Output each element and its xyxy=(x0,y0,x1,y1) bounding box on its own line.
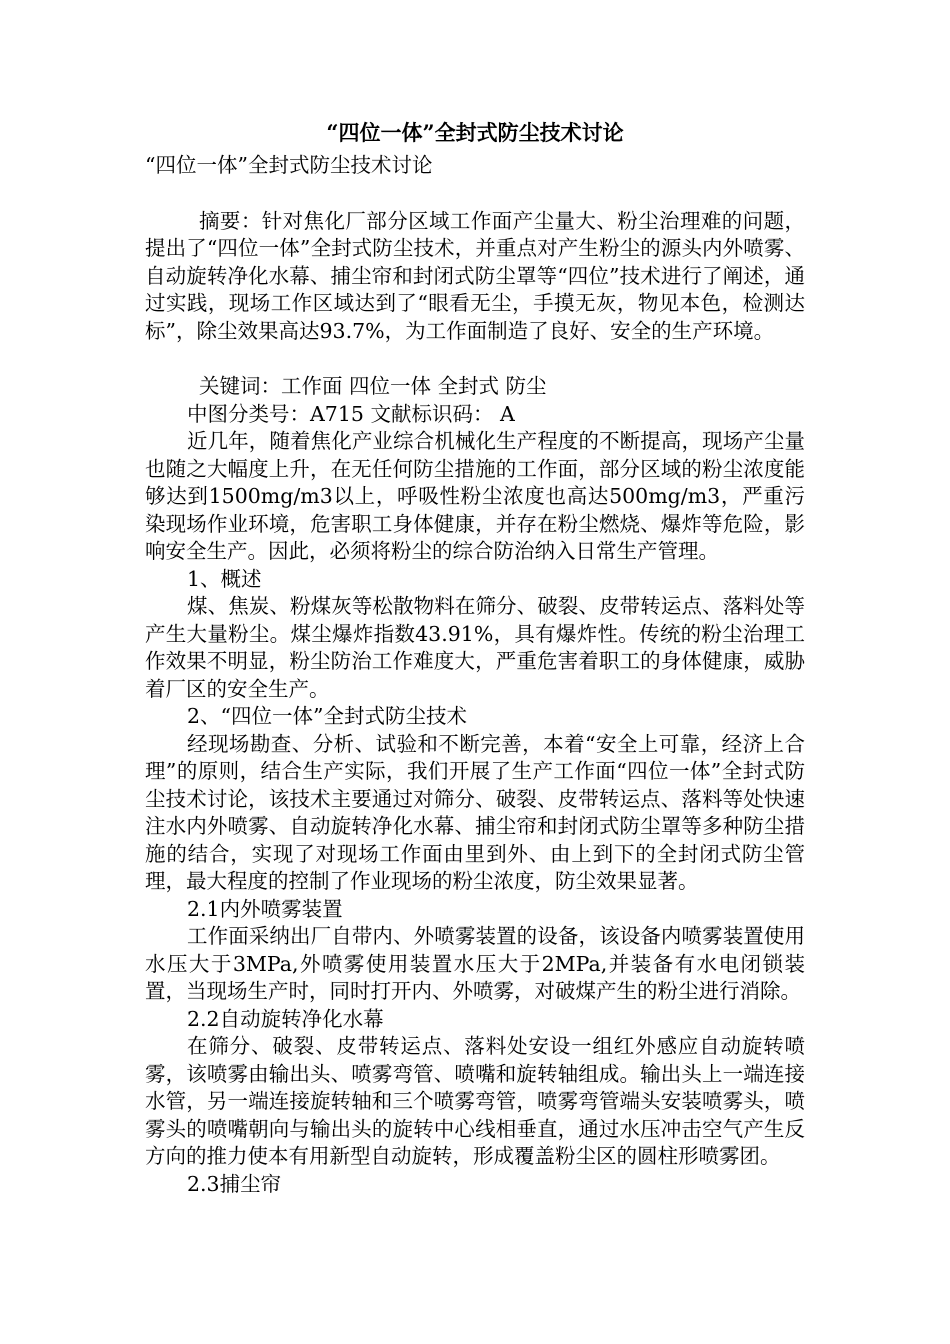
spacer xyxy=(145,345,805,373)
section-2-2-heading: 2.2自动旋转净化水幕 xyxy=(187,1006,384,1031)
section-2-2-paragraph: 在筛分、破裂、皮带转运点、落料处安设一组红外感应自动旋转喷雾，该喷雾由输出头、喷雾弯管、喷嘴和旋转轴组成。输出头上一端连接水管，另一端连接旋转轴和三个喷雾弯管，喷雾弯管端头安装喷雾头，喷雾头的喷嘴朝向与输出头的旋转中心线相垂直，通过水压冲击空气产生反方向的推力使本有用新型自动旋转，形成覆盖粉尘区的圆柱形喷雾团。 xyxy=(145,1034,805,1168)
document-title: “四位一体”全封式防尘技术讨论 xyxy=(326,120,624,145)
spacer xyxy=(145,180,805,208)
abstract-paragraph: 摘要：针对焦化厂部分区域工作面产尘量大、粉尘治理难的问题，提出了“四位一体”全封式防尘技术，并重点对产生粉尘的源头内外喷雾、自动旋转净化水幕、捕尘帘和封闭式防尘罩等“四位”技术进行了阐述，通过实践，现场工作区域达到了“眼看无尘，手摸无灰，物见本色，检测达标”，除尘效果高达93.7%，为工作面制造了良好、安全的生产环境。 xyxy=(145,208,805,343)
section-2-3-heading: 2.3捕尘帘 xyxy=(187,1171,282,1196)
section-2-heading: 2、“四位一体”全封式防尘技术 xyxy=(187,704,468,728)
section-1-paragraph: 煤、焦炭、粉煤灰等松散物料在筛分、破裂、皮带转运点、落料处等产生大量粉尘。煤尘爆炸指数43.91%，具有爆炸性。传统的粉尘治理工作效果不明显，粉尘防治工作难度大，严重危害着职工的身体健康，威胁着厂区的安全生产。 xyxy=(145,594,805,701)
section-2-paragraph: 经现场勘查、分析、试验和不断完善，本着“安全上可靠，经济上合理”的原则，结合生产实际，我们开展了生产工作面“四位一体”全封式防尘技术讨论，该技术主要通过对筛分、破裂、皮带转运点、落料等处快速注水内外喷雾、自动旋转净化水幕、捕尘帘和封闭式防尘罩等多种防尘措施的结合，实现了对现场工作面由里到外、由上到下的全封闭式防尘管理，最大程度的控制了作业现场的粉尘浓度，防尘效果显著。 xyxy=(145,731,805,893)
section-2-1-paragraph: 工作面采纳出厂自带内、外喷雾装置的设备，该设备内喷雾装置使用水压大于3MPa,外喷雾使用装置水压大于2MPa,并装备有水电闭锁装置，当现场生产时，同时打开内、外喷雾，对破煤产生的粉尘进行消除。 xyxy=(145,924,805,1003)
section-2-1-heading: 2.1内外喷雾装置 xyxy=(187,896,343,921)
classification-line: 中图分类号：A715 文献标识码： A xyxy=(187,401,515,426)
keywords-line: 关键词：工作面 四位一体 全封式 防尘 xyxy=(199,374,547,398)
document-page xyxy=(145,118,805,1198)
section-1-heading: 1、概述 xyxy=(187,566,262,591)
document-subtitle: “四位一体”全封式防尘技术讨论 xyxy=(145,153,433,177)
intro-paragraph: 近几年，随着焦化产业综合机械化生产程度的不断提高，现场产尘量也随之大幅度上升，在无任何防尘措施的工作面，部分区域的粉尘浓度能够达到1500mg/m3以上，呼吸性粉尘浓度也高达500mg/m3，严重污染现场作业环境，危害职工身体健康，并存在粉尘燃烧、爆炸等危险，影响安全生产。因此，必须将粉尘的综合防治纳入日常生产管理。 xyxy=(145,429,805,563)
